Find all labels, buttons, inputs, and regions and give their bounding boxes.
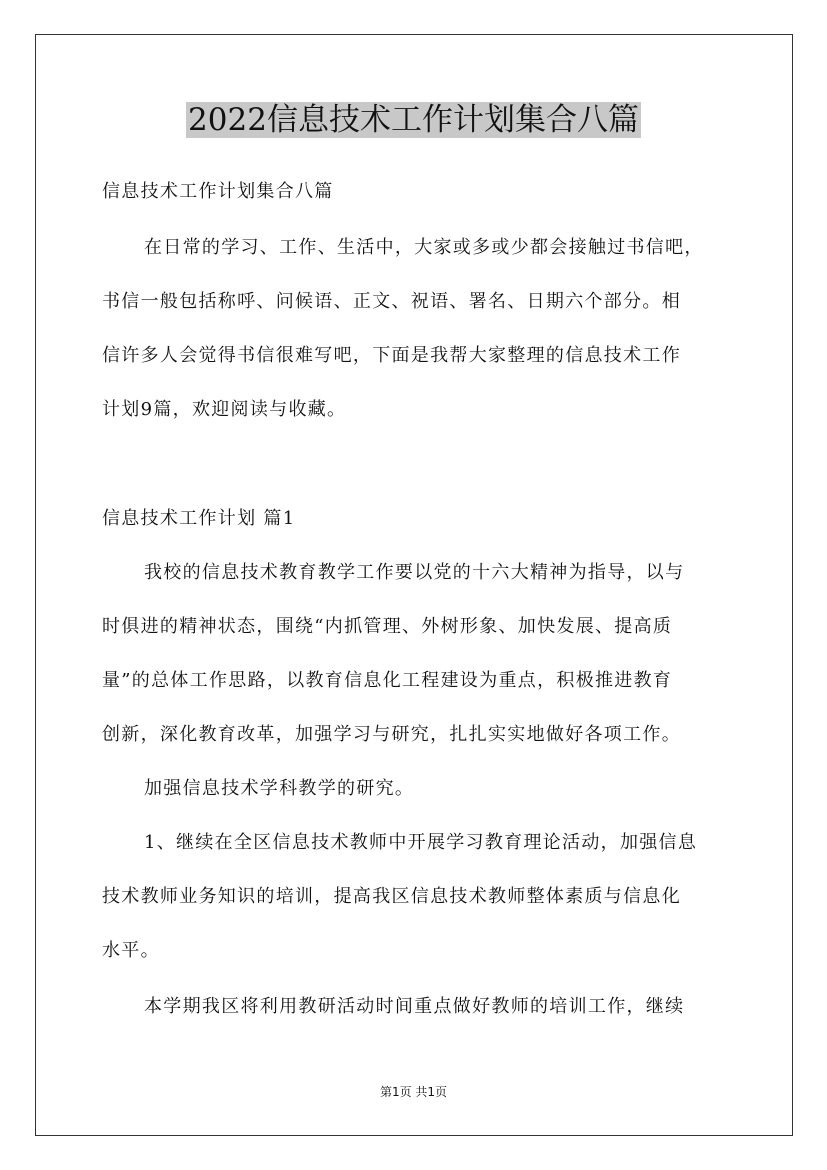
subtitle-line: 信息技术工作计划集合八篇 <box>102 181 334 202</box>
text-line: 计划9篇，欢迎阅读与收藏。 <box>102 399 347 420</box>
text-line: 信许多人会觉得书信很难写吧，下面是我帮大家整理的信息技术工作 <box>102 345 681 366</box>
text-line: 时俱进的精神状态，围绕“内抓管理、外树形象、加快发展、提高质 <box>102 616 673 637</box>
text-line: 书信一般包括称呼、问候语、正文、祝语、署名、日期六个部分。相 <box>102 291 681 312</box>
text-line: 本学期我区将利用教研活动时间重点做好教师的培训工作，继续 <box>144 996 685 1017</box>
text-line: 创新，深化教育改革，加强学习与研究，扎扎实实地做好各项工作。 <box>102 724 681 745</box>
text-line: 量”的总体工作思路，以教育信息化工程建设为重点，积极推进教育 <box>102 670 673 691</box>
document-title <box>0 98 827 142</box>
section-heading: 信息技术工作计划 篇1 <box>102 508 296 529</box>
text-line: 1、继续在全区信息技术教师中开展学习教育理论活动，加强信息 <box>144 832 698 853</box>
page-footer: 第1页 共1页 <box>379 1085 448 1099</box>
text-line: 技术教师业务知识的培训，提高我区信息技术教师整体素质与信息化 <box>102 886 681 907</box>
document-title-text: 2022信息技术工作计划集合八篇 <box>188 102 639 138</box>
text-line: 在日常的学习、工作、生活中，大家或多或少都会接触过书信吧， <box>144 237 704 258</box>
text-line: 加强信息技术学科教学的研究。 <box>144 778 415 799</box>
text-line: 我校的信息技术教育教学工作要以党的十六大精神为指导，以与 <box>144 562 685 583</box>
text-line: 水平。 <box>102 940 160 961</box>
